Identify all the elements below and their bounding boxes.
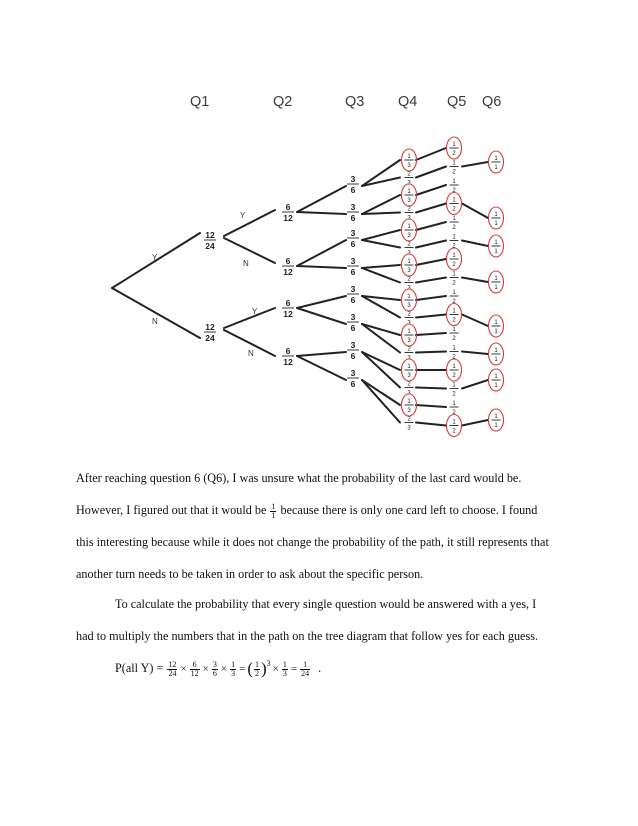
fraction-numerator: 3 xyxy=(350,284,356,294)
branch-q5-q6 xyxy=(462,162,488,167)
fraction-numerator: 2 xyxy=(407,241,411,248)
branch-q2-q3 xyxy=(297,240,346,266)
branch-q1y-q2y xyxy=(224,210,275,236)
branch-q4-q5 xyxy=(416,405,446,407)
branch-q4-q5 xyxy=(416,278,446,283)
times-sign: × xyxy=(202,663,209,675)
term-2-numerator: 6 xyxy=(190,661,200,670)
fraction-denominator: 1 xyxy=(494,249,498,255)
inline-fraction xyxy=(270,503,276,520)
inline-fraction-denominator: 1 xyxy=(271,510,276,520)
q5-probability-12 xyxy=(450,346,459,361)
branch-label-no: N xyxy=(152,317,158,326)
fraction-denominator: 2 xyxy=(452,373,456,379)
q5-probability-15 xyxy=(450,401,459,416)
fraction-denominator: 2 xyxy=(452,410,456,416)
fraction-denominator: 6 xyxy=(350,267,356,277)
q3-probability-2 xyxy=(347,202,359,223)
equation-term-3 xyxy=(212,661,218,678)
branch-q2-q3 xyxy=(297,308,346,324)
fraction-numerator: 1 xyxy=(452,179,456,185)
fraction-denominator: 2 xyxy=(452,354,456,361)
q5-probability-14 xyxy=(450,383,459,398)
q3-probability-8 xyxy=(347,368,359,389)
q3-probability-5 xyxy=(347,284,359,305)
branch-q5-q6 xyxy=(462,420,488,426)
branch-q5-q6 xyxy=(462,380,488,389)
branch-q4-q5 xyxy=(416,423,446,426)
fraction-denominator: 24 xyxy=(205,241,215,251)
fraction-numerator: 2 xyxy=(407,381,411,388)
fraction-numerator: 2 xyxy=(407,311,411,318)
fraction-denominator: 3 xyxy=(407,303,411,309)
branch-q4-q5 xyxy=(416,333,446,335)
fraction-numerator: 1 xyxy=(452,401,456,407)
branch-q2-q3 xyxy=(297,352,346,356)
term-2-denominator: 12 xyxy=(190,668,199,678)
q5-probability-6 xyxy=(450,235,459,250)
q2-probability-4 xyxy=(282,346,294,367)
fraction-numerator: 3 xyxy=(350,228,356,238)
fraction-denominator: 3 xyxy=(407,425,411,432)
fraction-denominator: 12 xyxy=(283,309,293,319)
fraction-denominator: 2 xyxy=(452,391,456,398)
q5-probability-2 xyxy=(450,161,459,176)
fraction-numerator: 2 xyxy=(407,416,411,423)
equation-term-2 xyxy=(190,661,200,678)
fraction-numerator: 1 xyxy=(494,414,498,420)
equals-sign: = xyxy=(290,663,298,675)
q1-no-probability xyxy=(204,322,216,343)
fraction-numerator: 1 xyxy=(494,212,498,218)
fraction-numerator: 1 xyxy=(494,320,498,326)
fraction-numerator: 1 xyxy=(407,224,411,230)
fraction-denominator: 2 xyxy=(452,262,456,268)
branch-q3-q4 xyxy=(362,213,400,215)
fraction-numerator: 2 xyxy=(407,206,411,213)
fraction-denominator: 24 xyxy=(205,333,215,343)
fraction-denominator: 2 xyxy=(452,169,456,176)
fraction-numerator: 1 xyxy=(452,290,456,296)
fraction-numerator: 1 xyxy=(407,154,411,160)
fraction-denominator: 1 xyxy=(494,423,498,429)
q5-probability-7 xyxy=(447,248,462,270)
column-header-q2: Q2 xyxy=(273,94,293,110)
fraction-denominator: 12 xyxy=(283,267,293,277)
fraction-numerator: 1 xyxy=(407,364,411,370)
equals-sign: = xyxy=(239,663,246,675)
exponent: 3 xyxy=(266,659,271,668)
fraction-numerator: 6 xyxy=(285,202,291,212)
branch-q3-q4 xyxy=(362,352,400,370)
fraction-denominator: 3 xyxy=(407,250,411,257)
equation-last-factor xyxy=(282,661,288,678)
fraction-numerator: 1 xyxy=(452,197,456,204)
fraction-denominator: 3 xyxy=(407,390,411,397)
fraction-denominator: 1 xyxy=(494,285,498,291)
branch-q3-q4 xyxy=(362,240,400,248)
paragraph-1-line-2-after: because there is only one card left to choose. I found xyxy=(277,503,538,517)
fraction-denominator: 2 xyxy=(452,299,456,305)
branch-root-no xyxy=(112,288,200,338)
branch-q3-q4 xyxy=(362,352,400,388)
q5-probability-1 xyxy=(447,137,462,159)
open-paren: ( xyxy=(247,659,253,679)
times-sign: × xyxy=(180,663,187,675)
fraction-denominator: 1 xyxy=(494,383,498,389)
branch-q3-q4 xyxy=(362,230,400,240)
q6-probability-4 xyxy=(489,271,504,293)
q6-probability-2 xyxy=(489,207,504,229)
probability-tree-diagram xyxy=(100,88,530,443)
fraction-denominator: 2 xyxy=(452,151,456,157)
fraction-numerator: 2 xyxy=(407,346,411,353)
q6-probability-6 xyxy=(489,343,504,365)
branch-q4-q5 xyxy=(416,259,446,265)
fraction-denominator: 6 xyxy=(350,185,356,195)
fraction-numerator: 3 xyxy=(350,340,356,350)
branch-q3-q4 xyxy=(362,268,400,283)
fraction-denominator: 6 xyxy=(350,351,356,361)
times-sign: × xyxy=(272,663,279,675)
fraction-numerator: 1 xyxy=(452,142,456,148)
fraction-denominator: 12 xyxy=(283,357,293,367)
fraction-denominator: 2 xyxy=(452,188,456,194)
fraction-denominator: 1 xyxy=(494,329,498,335)
column-header-q4: Q4 xyxy=(398,94,418,110)
fraction-numerator: 6 xyxy=(285,346,291,356)
fraction-denominator: 2 xyxy=(452,317,456,324)
q6-probability-8 xyxy=(489,409,504,431)
q5-probability-13 xyxy=(447,359,462,381)
fraction-denominator: 6 xyxy=(350,379,356,389)
fraction-numerator: 3 xyxy=(350,368,356,378)
branch-q5-q6 xyxy=(462,241,488,247)
term-1-numerator: 12 xyxy=(168,659,177,669)
term-4-numerator: 1 xyxy=(231,659,236,669)
fraction-numerator: 1 xyxy=(452,308,456,315)
fraction-denominator: 1 xyxy=(494,165,498,171)
branch-q5-q6 xyxy=(462,204,488,219)
column-header-q1: Q1 xyxy=(190,94,210,110)
branch-label-no: N xyxy=(243,259,249,268)
fraction-numerator: 1 xyxy=(452,216,456,222)
branch-q1n-q2y xyxy=(224,308,275,328)
term-3-denominator: 6 xyxy=(212,668,217,678)
last-factor-denominator: 3 xyxy=(282,668,287,678)
times-sign: × xyxy=(220,663,228,675)
fraction-denominator: 3 xyxy=(407,355,411,362)
q5-probability-4 xyxy=(447,193,462,215)
fraction-denominator: 2 xyxy=(452,206,456,213)
fraction-denominator: 6 xyxy=(350,295,356,305)
term-1-denominator: 24 xyxy=(168,668,177,678)
q5-probability-16 xyxy=(447,415,462,437)
fraction-numerator: 3 xyxy=(350,256,356,266)
result-denominator: 24 xyxy=(301,668,310,678)
fraction-numerator: 1 xyxy=(407,189,411,195)
fraction-numerator: 2 xyxy=(407,171,411,178)
fraction-denominator: 2 xyxy=(452,428,456,435)
branch-q5-q6 xyxy=(462,278,488,283)
last-factor-numerator: 1 xyxy=(282,659,287,669)
paragraph-2-line-2: had to multiply the numbers that in the path on the tree diagram that follow yes for each guess. xyxy=(76,629,538,643)
branch-label-yes: Y xyxy=(152,253,158,262)
branch-q4-q5 xyxy=(416,241,446,248)
branch-q5-q6 xyxy=(462,352,488,355)
close-paren: ) xyxy=(261,659,267,679)
paragraph-1-line-3: this interesting because while it does not change the probability of the path, it still represents that xyxy=(76,535,549,549)
fraction-denominator: 3 xyxy=(407,338,411,344)
q6-probability-1 xyxy=(489,151,504,173)
q2-probability-1 xyxy=(282,202,294,223)
branch-q3-q4 xyxy=(362,265,400,268)
paragraph-2-line-1: To calculate the probability that every single question would be answered with a yes, I xyxy=(115,597,537,611)
fraction-denominator: 3 xyxy=(407,408,411,414)
fraction-denominator: 2 xyxy=(452,225,456,231)
branch-q3-q4 xyxy=(362,324,400,353)
fraction-denominator: 2 xyxy=(452,280,456,287)
branch-q4-q5 xyxy=(416,315,446,318)
fraction-numerator: 1 xyxy=(452,345,456,352)
column-header-q3: Q3 xyxy=(345,94,365,110)
branch-q1y-q2n xyxy=(224,238,275,263)
paragraph-1-line-4: another turn needs to be taken in order to ask about the specific person. xyxy=(76,567,424,581)
q1-yes-probability xyxy=(204,230,216,251)
q4-probability-3 xyxy=(402,184,417,206)
q4-probability-9 xyxy=(402,289,417,311)
fraction-numerator: 6 xyxy=(285,256,291,266)
branch-label-yes: Y xyxy=(240,211,246,220)
paragraph-1-line-2-before: However, I figured out that it would be xyxy=(76,503,270,517)
fraction-denominator: 3 xyxy=(407,198,411,204)
fraction-denominator: 6 xyxy=(350,239,356,249)
q6-probability-3 xyxy=(489,235,504,257)
branch-q4-q5 xyxy=(416,148,446,160)
equation-term-4 xyxy=(230,661,236,678)
branch-label-no: N xyxy=(248,349,254,358)
fraction-numerator: 1 xyxy=(452,234,456,241)
q5-probability-8 xyxy=(450,272,459,287)
q5-probability-5 xyxy=(450,216,459,231)
q5-probability-10 xyxy=(447,304,462,326)
fraction-denominator: 1 xyxy=(494,221,498,227)
q3-probability-3 xyxy=(347,228,359,249)
fraction-denominator: 12 xyxy=(283,213,293,223)
q5-probability-3 xyxy=(450,179,459,194)
branch-q4-q5 xyxy=(416,204,446,213)
branch-q3-q4 xyxy=(362,195,400,214)
term-4-denominator: 3 xyxy=(231,668,236,678)
equation-lhs: P(all Y) = xyxy=(115,661,164,675)
fraction-numerator: 1 xyxy=(452,160,456,167)
fraction-numerator: 1 xyxy=(494,374,498,380)
fraction-numerator: 1 xyxy=(494,240,498,246)
equation-base xyxy=(254,661,260,678)
fraction-numerator: 3 xyxy=(350,312,356,322)
fraction-numerator: 12 xyxy=(205,322,215,332)
fraction-denominator: 3 xyxy=(407,233,411,239)
fraction-denominator: 3 xyxy=(407,163,411,169)
fraction-denominator: 3 xyxy=(407,215,411,222)
branch-q4-q5 xyxy=(416,185,446,195)
q4-probability-7 xyxy=(402,254,417,276)
q3-probability-6 xyxy=(347,312,359,333)
equation-result xyxy=(300,661,310,678)
q4-probability-11 xyxy=(402,324,417,346)
q2-probability-2 xyxy=(282,256,294,277)
fraction-numerator: 1 xyxy=(494,276,498,282)
equation-term-1 xyxy=(167,661,177,678)
fraction-numerator: 12 xyxy=(205,230,215,240)
base-numerator: 1 xyxy=(255,659,259,669)
q2-probability-3 xyxy=(282,298,294,319)
q5-probability-11 xyxy=(450,327,459,342)
fraction-denominator: 2 xyxy=(452,336,456,342)
fraction-numerator: 1 xyxy=(494,156,498,162)
branch-q4-q5 xyxy=(416,296,446,300)
q4-probability-5 xyxy=(402,219,417,241)
fraction-numerator: 1 xyxy=(494,348,498,354)
fraction-denominator: 3 xyxy=(407,373,411,379)
fraction-denominator: 3 xyxy=(407,285,411,292)
branch-q4-q5 xyxy=(416,388,446,389)
fraction-numerator: 1 xyxy=(407,329,411,335)
base-denominator: 2 xyxy=(255,668,259,678)
result-numerator: 1 xyxy=(300,661,310,670)
fraction-numerator: 1 xyxy=(407,294,411,300)
column-header-q5: Q5 xyxy=(447,94,467,110)
branch-q2-q3 xyxy=(297,266,346,268)
column-header-q6: Q6 xyxy=(482,94,502,110)
fraction-denominator: 3 xyxy=(407,268,411,274)
q4-probability-13 xyxy=(402,359,417,381)
fraction-denominator: 2 xyxy=(452,243,456,250)
fraction-numerator: 1 xyxy=(452,419,456,426)
fraction-numerator: 1 xyxy=(452,271,456,278)
q4-probability-15 xyxy=(402,394,417,416)
q4-probability-16 xyxy=(405,417,414,432)
branch-q4-q5 xyxy=(416,167,446,178)
fraction-numerator: 1 xyxy=(452,382,456,389)
fraction-denominator: 3 xyxy=(407,180,411,187)
q6-probability-7 xyxy=(489,369,504,391)
equation-end: . xyxy=(318,661,322,675)
probability-equation xyxy=(115,656,615,678)
fraction-numerator: 2 xyxy=(407,276,411,283)
fraction-denominator: 6 xyxy=(350,213,356,223)
fraction-numerator: 1 xyxy=(452,364,456,370)
fraction-numerator: 1 xyxy=(452,253,456,259)
term-3-numerator: 3 xyxy=(212,659,217,669)
q5-probability-9 xyxy=(450,290,459,305)
fraction-numerator: 1 xyxy=(452,327,456,333)
q3-probability-1 xyxy=(347,174,359,195)
q3-probability-7 xyxy=(347,340,359,361)
fraction-numerator: 1 xyxy=(407,259,411,265)
branch-label-yes: Y xyxy=(252,307,258,316)
fraction-numerator: 3 xyxy=(350,202,356,212)
q3-probability-4 xyxy=(347,256,359,277)
fraction-numerator: 1 xyxy=(407,399,411,405)
fraction-denominator: 3 xyxy=(407,320,411,327)
paragraph-1-line-2 xyxy=(76,502,576,520)
branch-q2-q3 xyxy=(297,212,346,214)
fraction-denominator: 6 xyxy=(350,323,356,333)
branch-q4-q5 xyxy=(416,222,446,230)
fraction-numerator: 3 xyxy=(350,174,356,184)
fraction-denominator: 1 xyxy=(494,357,498,363)
branch-q2-q3 xyxy=(297,186,346,212)
q6-probability-5 xyxy=(489,315,504,337)
q4-probability-1 xyxy=(402,149,417,171)
branch-q5-q6 xyxy=(462,315,488,327)
inline-fraction-numerator: 1 xyxy=(271,501,276,511)
branch-q4-q5 xyxy=(416,352,446,353)
fraction-numerator: 6 xyxy=(285,298,291,308)
branch-q2-q3 xyxy=(297,296,346,308)
branch-q2-q3 xyxy=(297,356,346,380)
paragraph-1-line-1: After reaching question 6 (Q6), I was unsure what the probability of the last card would be. xyxy=(76,471,522,485)
